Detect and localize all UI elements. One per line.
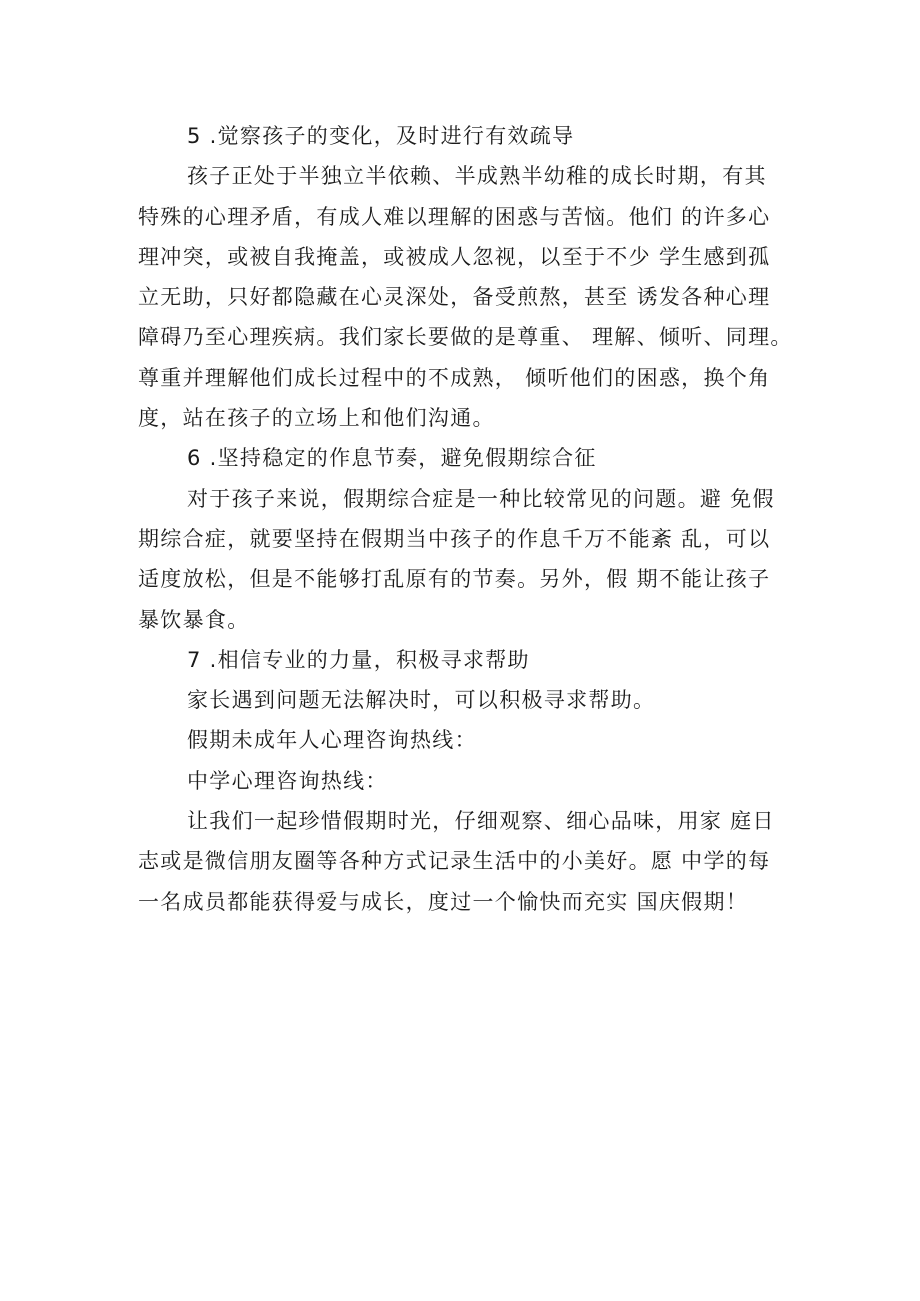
paragraph-line: 暴饮暴食。	[138, 607, 250, 632]
paragraph-line: 期综合症，就要坚持在假期当中孩子的作息千万不能紊 乱，可以	[138, 526, 771, 551]
closing-paragraph-line: 一名成员都能获得爱与成长，度过一个愉快而充实 国庆假期！	[138, 889, 749, 914]
paragraph-line: 适度放松，但是不能够打乱原有的节奏。另外，假 期不能让孩子	[138, 567, 771, 592]
document-body	[138, 116, 794, 922]
paragraph-line: 尊重并理解他们成长过程中的不成熟， 倾听他们的困惑，换个角	[138, 365, 771, 390]
paragraph-line: 障碍乃至心理疾病。我们家长要做的是尊重、 理解、倾听、同理。	[138, 325, 793, 350]
paragraph-line: 特殊的心理矛盾，有成人难以理解的困惑与苦恼。他们 的许多心	[138, 204, 771, 229]
section-heading-5: 5 .觉察孩子的变化，及时进行有效疏导	[187, 124, 575, 148]
paragraph-line: 理冲突，或被自我掩盖，或被成人忽视，以至于不少 学生感到孤	[138, 244, 771, 269]
paragraph-line: 家长遇到问题无法解决时，可以积极寻求帮助。	[187, 688, 656, 713]
closing-paragraph-line: 志或是微信朋友圈等各种方式记录生活中的小美好。愿 中学的每	[138, 849, 771, 874]
section-heading-6: 6 .坚持稳定的作息节奏，避免假期综合征	[187, 446, 597, 471]
hotline-label-school: 中学心理咨询热线：	[187, 768, 388, 793]
paragraph-line: 孩子正处于半独立半依赖、半成熟半幼稚的成长时期，有其	[187, 164, 767, 189]
section-heading-7: 7 .相信专业的力量，积极寻求帮助	[187, 647, 530, 672]
paragraph-line: 立无助，只好都隐藏在心灵深处，备受煎熬，甚至 诱发各种心理	[138, 285, 771, 310]
hotline-label-minor: 假期未成年人心理咨询热线：	[187, 728, 477, 753]
paragraph-line: 对于孩子来说，假期综合症是一种比较常见的问题。避 免假	[187, 486, 775, 511]
paragraph-line: 度，站在孩子的立场上和他们沟通。	[138, 406, 495, 431]
closing-paragraph-line: 让我们一起珍惜假期时光，仔细观察、细心品味，用家 庭日	[187, 809, 775, 834]
